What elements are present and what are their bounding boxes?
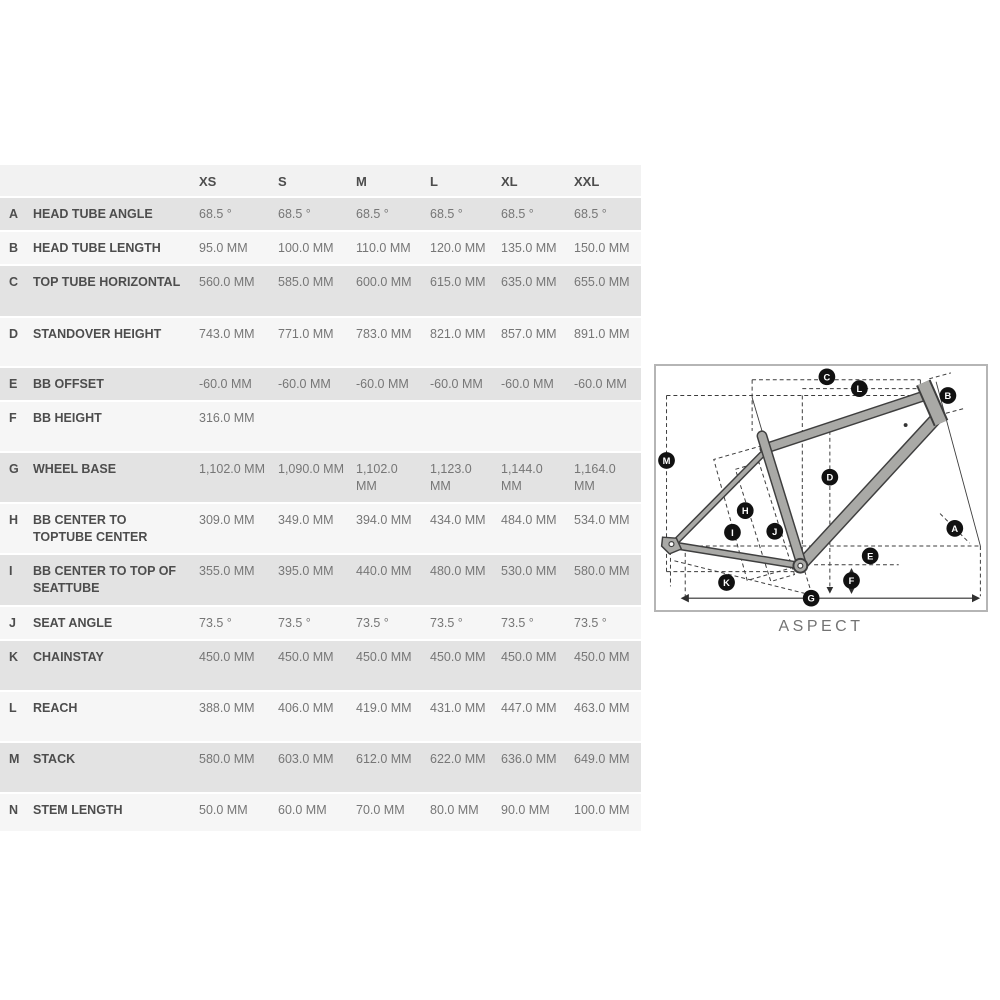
row-value: 612.0 MM [356,752,412,766]
row-value: -60.0 MM [430,377,483,391]
row-value: 1,164.0 MM [574,462,616,493]
svg-text:I: I [731,527,734,538]
row-value: 534.0 MM [574,513,630,527]
table-header-row [0,165,641,196]
row-value: 891.0 MM [574,327,630,341]
row-value: 355.0 MM [199,564,255,578]
table-row-m [0,743,641,792]
row-value [501,402,574,451]
row-value: 1,090.0 MM [278,462,345,476]
column-header-l: L [430,174,438,189]
row-letter: B [9,241,19,255]
row-value: 580.0 MM [199,752,255,766]
row-name: TOP TUBE HORIZONTAL [33,275,181,289]
row-value: 484.0 MM [501,513,557,527]
row-value: 95.0 MM [199,241,248,255]
row-value: 480.0 MM [430,564,486,578]
row-value: 450.0 MM [199,650,255,664]
row-value: 135.0 MM [501,241,557,255]
geometry-table [0,165,641,833]
svg-text:F: F [848,575,855,586]
table-row-d [0,318,641,366]
table-row-l [0,692,641,741]
diagram-markers [658,368,963,606]
row-value: 68.5 ° [430,207,463,221]
marker-h [737,502,754,519]
row-name: SEAT ANGLE [33,616,113,630]
row-value: 73.5 ° [574,616,607,630]
row-value: 447.0 MM [501,701,557,715]
row-value: 530.0 MM [501,564,557,578]
table-row-a [0,198,641,230]
bike-frame [662,383,941,573]
marker-i [724,524,741,541]
row-value: 635.0 MM [501,275,557,289]
column-header-xl: XL [501,174,518,189]
header-letter-spacer [0,165,33,196]
row-value: 585.0 MM [278,275,334,289]
marker-g [803,590,820,607]
row-value: 120.0 MM [430,241,486,255]
row-value: 100.0 MM [574,803,630,817]
row-name: WHEEL BASE [33,462,117,476]
row-value: 90.0 MM [501,803,550,817]
row-value: 73.5 ° [430,616,463,630]
row-value: -60.0 MM [199,377,252,391]
row-value: 394.0 MM [356,513,412,527]
marker-l [851,380,868,397]
svg-text:B: B [944,391,952,402]
table-row-c [0,266,641,316]
row-name: BB OFFSET [33,377,104,391]
marker-d [821,469,838,486]
marker-b [940,387,957,404]
row-value: 603.0 MM [278,752,334,766]
row-value: 463.0 MM [574,701,630,715]
row-letter: N [9,803,19,817]
column-header-xxl: XXL [574,174,600,189]
row-value: 68.5 ° [356,207,389,221]
marker-e [862,548,879,565]
marker-m [658,452,675,469]
row-value: 431.0 MM [430,701,486,715]
svg-text:C: C [823,372,831,383]
row-value: 821.0 MM [430,327,486,341]
row-value: 316.0 MM [199,411,255,425]
row-value: 615.0 MM [430,275,486,289]
row-letter: C [9,275,19,289]
column-header-s: S [278,174,287,189]
row-value: 649.0 MM [574,752,630,766]
header-name-spacer [33,165,199,196]
table-row-k [0,641,641,690]
row-value: 580.0 MM [574,564,630,578]
marker-j [766,523,783,540]
row-value: 349.0 MM [278,513,334,527]
row-letter: J [9,616,16,630]
row-name: BB CENTER TO TOPTUBE CENTER [33,513,148,544]
svg-text:D: D [826,472,834,483]
row-letter: H [9,513,19,527]
row-value: 50.0 MM [199,803,248,817]
row-value [430,402,501,451]
frame-diagram [654,364,988,612]
svg-text:E: E [867,551,874,562]
row-value: 70.0 MM [356,803,405,817]
table-row-b [0,232,641,264]
svg-text:H: H [741,506,749,517]
row-value: 771.0 MM [278,327,334,341]
svg-text:M: M [662,455,671,466]
row-name: HEAD TUBE ANGLE [33,207,153,221]
row-value: 560.0 MM [199,275,255,289]
row-value: 68.5 ° [199,207,232,221]
row-value: 743.0 MM [199,327,255,341]
row-value: 73.5 ° [501,616,534,630]
row-name: BB HEIGHT [33,411,102,425]
row-value: -60.0 MM [574,377,627,391]
row-name: BB CENTER TO TOP OF SEATTUBE [33,564,177,595]
row-value: 434.0 MM [430,513,486,527]
row-value: 655.0 MM [574,275,630,289]
row-letter: K [9,650,19,664]
row-value: 783.0 MM [356,327,412,341]
row-value: 450.0 MM [430,650,486,664]
row-name: STEM LENGTH [33,803,123,817]
row-value: 150.0 MM [574,241,630,255]
row-letter: G [9,462,19,476]
row-value: 600.0 MM [356,275,412,289]
row-letter: D [9,327,19,341]
row-value: 80.0 MM [430,803,479,817]
marker-c [819,368,836,385]
row-value: 1,144.0 MM [501,462,543,493]
row-value: -60.0 MM [278,377,331,391]
column-header-xs: XS [199,174,217,189]
marker-a [946,520,963,537]
row-value: 450.0 MM [574,650,630,664]
row-value: 73.5 ° [278,616,311,630]
row-name: STANDOVER HEIGHT [33,327,162,341]
row-value [574,402,641,451]
row-letter: L [9,701,17,715]
row-value: 636.0 MM [501,752,557,766]
row-value: 622.0 MM [430,752,486,766]
row-letter: A [9,207,19,221]
row-value: 450.0 MM [501,650,557,664]
table-row-n [0,794,641,831]
row-value: 60.0 MM [278,803,327,817]
row-value: 100.0 MM [278,241,334,255]
svg-text:J: J [772,526,778,537]
row-name: HEAD TUBE LENGTH [33,241,161,255]
row-value: 68.5 ° [501,207,534,221]
table-row-i [0,555,641,605]
row-value: -60.0 MM [356,377,409,391]
table-row-f [0,402,641,451]
row-value: 450.0 MM [356,650,412,664]
row-value: 110.0 MM [356,241,411,255]
svg-text:A: A [951,523,959,534]
row-name: REACH [33,701,78,715]
row-value: 68.5 ° [278,207,311,221]
svg-text:L: L [856,384,863,395]
row-value: 440.0 MM [356,564,412,578]
row-value [356,402,430,451]
svg-text:G: G [807,593,815,604]
table-row-g [0,453,641,502]
row-value [278,402,356,451]
table-row-j [0,607,641,639]
row-name: CHAINSTAY [33,650,104,664]
row-value: 1,123.0 MM [430,462,472,493]
row-value: 73.5 ° [199,616,232,630]
row-value: 406.0 MM [278,701,334,715]
row-value: -60.0 MM [501,377,554,391]
row-letter: E [9,377,18,391]
row-value: 309.0 MM [199,513,255,527]
row-name: STACK [33,752,76,766]
row-value: 857.0 MM [501,327,557,341]
row-letter: F [9,411,17,425]
marker-k [718,574,735,591]
table-row-h [0,504,641,553]
row-value: 388.0 MM [199,701,255,715]
row-value: 1,102.0 MM [199,462,266,476]
row-value: 395.0 MM [278,564,334,578]
row-value: 73.5 ° [356,616,389,630]
row-value: 419.0 MM [356,701,412,715]
row-value: 1,102.0 MM [356,462,398,493]
diagram-caption: ASPECT [778,618,864,635]
marker-f [843,572,860,589]
frame-diagram-svg [656,366,986,610]
row-letter: I [9,564,13,578]
row-letter: M [9,752,20,766]
table-row-e [0,368,641,400]
svg-text:K: K [723,577,730,588]
column-header-m: M [356,174,367,189]
row-value: 68.5 ° [574,207,607,221]
row-value: 450.0 MM [278,650,334,664]
